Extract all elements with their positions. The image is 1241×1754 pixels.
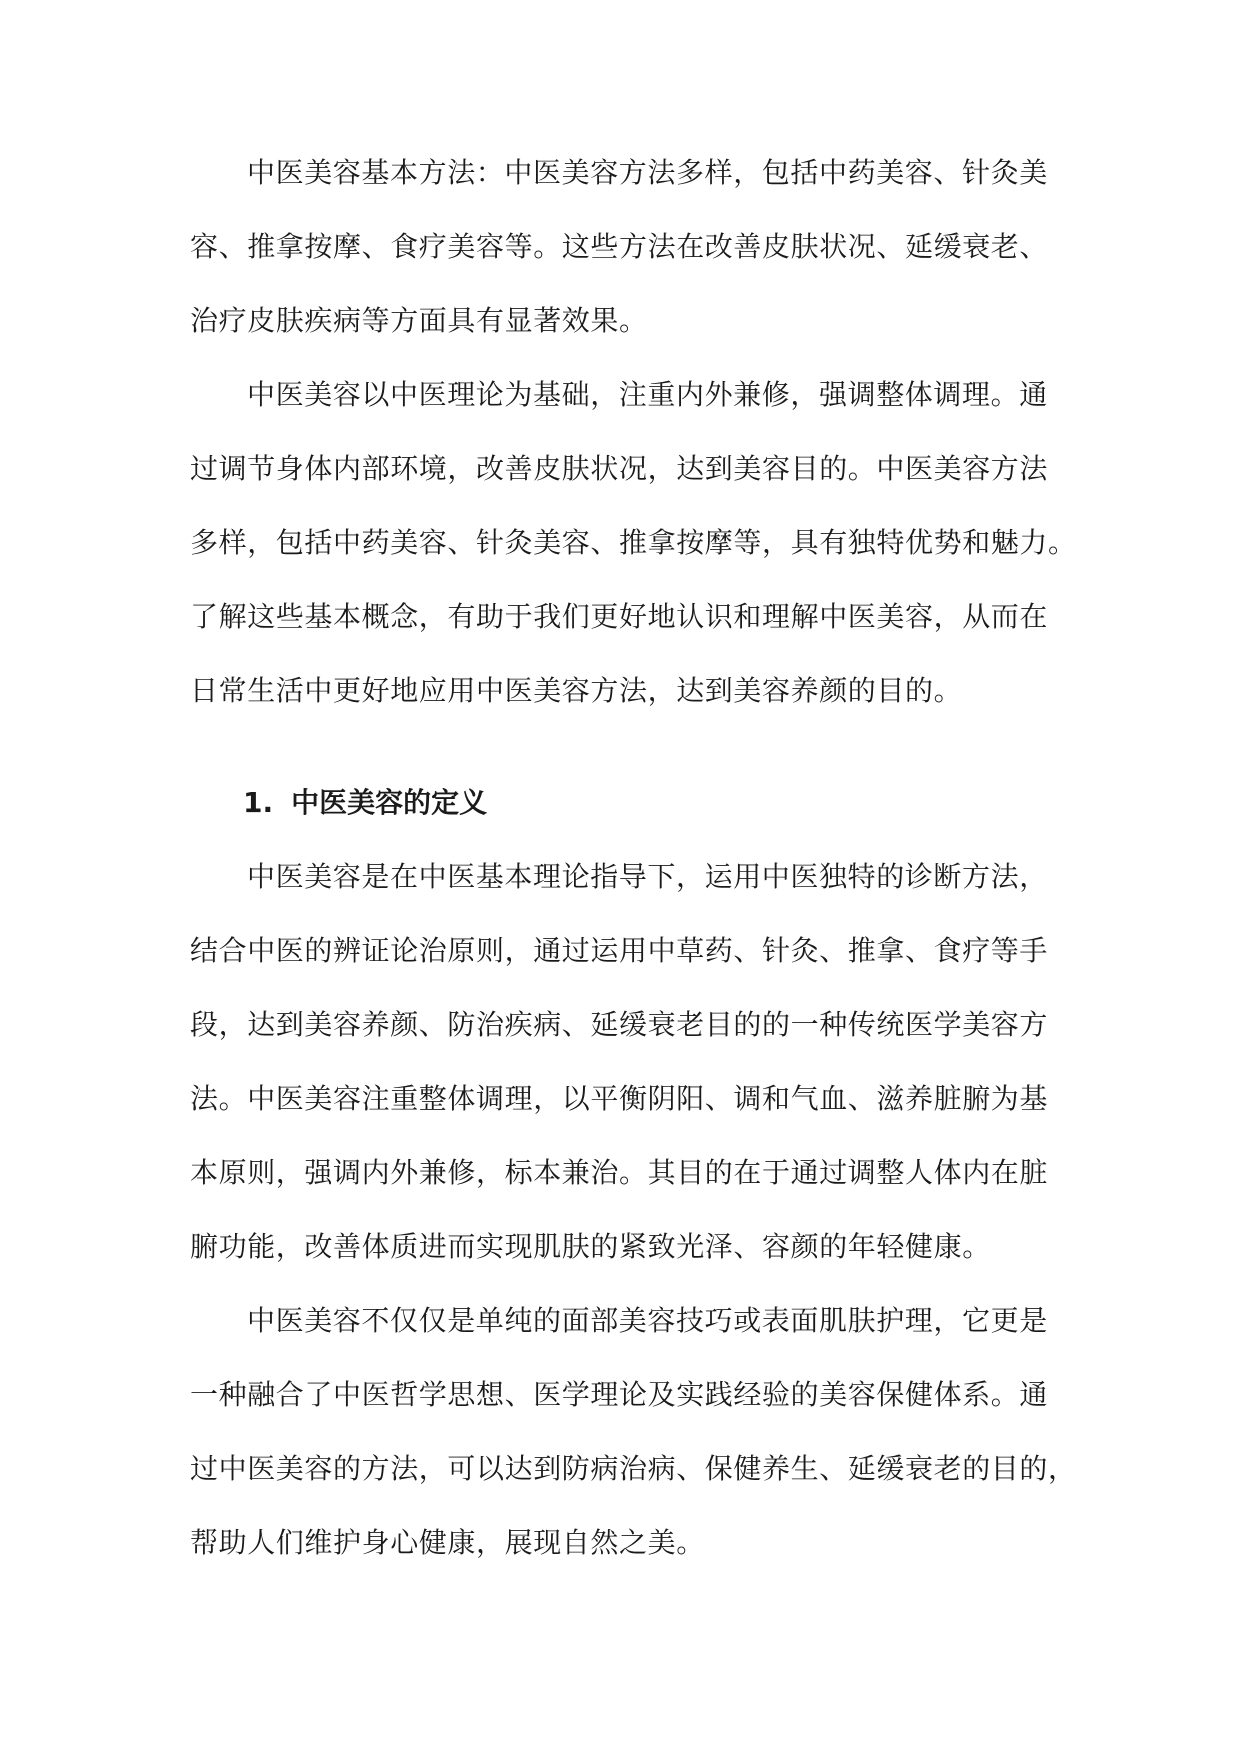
section-paragraph-1-line-6: 腑功能，改善体质进而实现肌肤的紧致光泽、容颜的年轻健康。 [190,1230,991,1263]
section-paragraph-1-line-1: 中医美容是在中医基本理论指导下，运用中医独特的诊断方法， [247,860,1048,893]
paragraph-2-line-2: 过调节身体内部环境，改善皮肤状况，达到美容目的。中医美容方法 [190,452,1049,485]
paragraph-1-line-3: 治疗皮肤疾病等方面具有显著效果。 [190,304,648,337]
section-paragraph-1-line-3: 段，达到美容养颜、防治疾病、延缓衰老目的的一种传统医学美容方 [190,1008,1049,1041]
section-title: 中医美容的定义 [291,786,488,819]
section-paragraph-2-line-4: 帮助人们维护身心健康，展现自然之美。 [190,1526,705,1559]
section-paragraph-2-line-1: 中医美容不仅仅是单纯的面部美容技巧或表面肌肤护理，它更是 [247,1304,1048,1337]
section-number: 1. [243,786,274,819]
paragraph-2-line-4: 了解这些基本概念，有助于我们更好地认识和理解中医美容，从而在 [190,600,1049,633]
section-paragraph-1-line-2: 结合中医的辨证论治原则，通过运用中草药、针灸、推拿、食疗等手 [190,934,1049,967]
paragraph-1-line-2: 容、推拿按摩、食疗美容等。这些方法在改善皮肤状况、延缓衰老、 [190,230,1049,263]
paragraph-2-line-3: 多样，包括中药美容、针灸美容、推拿按摩等，具有独特优势和魅力。 [190,526,1077,559]
section-paragraph-2-line-2: 一种融合了中医哲学思想、医学理论及实践经验的美容保健体系。通 [190,1378,1049,1411]
paragraph-2-line-5: 日常生活中更好地应用中医美容方法，达到美容养颜的目的。 [190,674,963,707]
section-paragraph-1-line-4: 法。中医美容注重整体调理，以平衡阴阳、调和气血、滋养脏腑为基 [190,1082,1049,1115]
paragraph-1-line-1: 中医美容基本方法：中医美容方法多样，包括中药美容、针灸美 [247,156,1048,189]
section-heading [243,785,487,821]
paragraph-2-line-1: 中医美容以中医理论为基础，注重内外兼修，强调整体调理。通 [247,378,1048,411]
section-paragraph-1-line-5: 本原则，强调内外兼修，标本兼治。其目的在于通过调整人体内在脏 [190,1156,1049,1189]
section-paragraph-2-line-3: 过中医美容的方法，可以达到防病治病、保健养生、延缓衰老的目的， [190,1452,1077,1485]
